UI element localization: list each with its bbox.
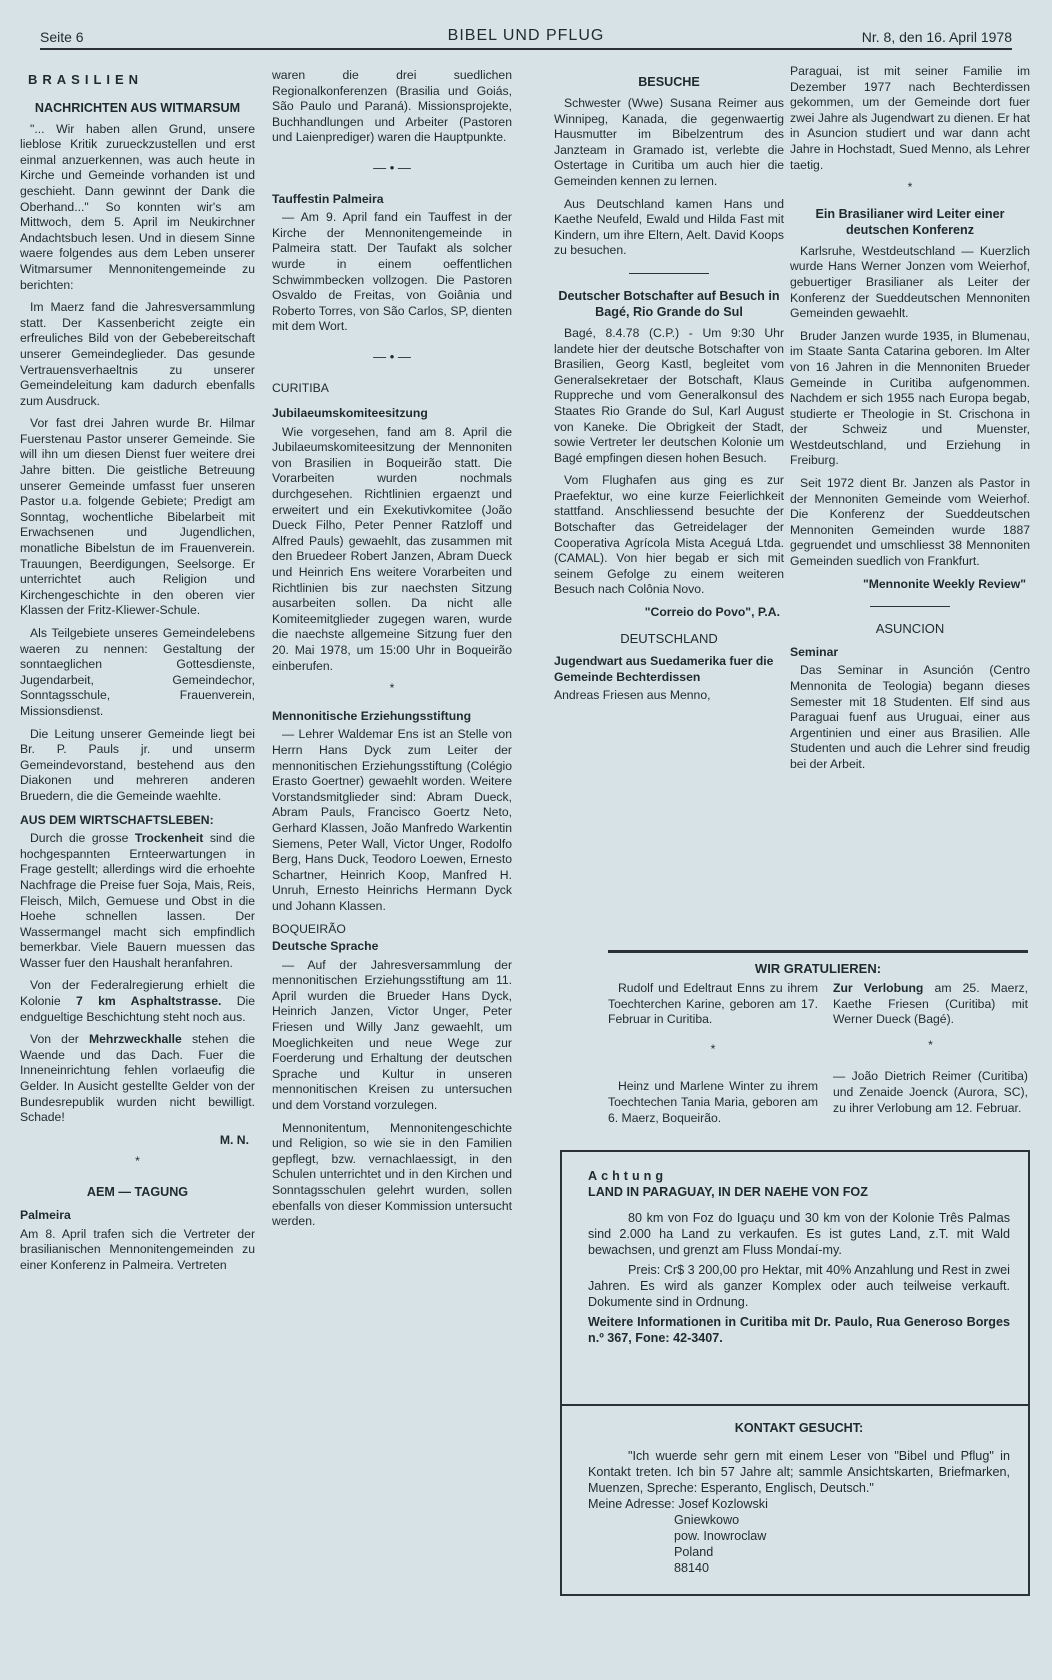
separator-star: * — [907, 180, 913, 195]
section-brasilien: BRASILIEN — [28, 72, 144, 87]
paragraph: 80 km von Foz do Iguaçu und 30 km von der Kolonie Três Palmas sind 2.000 ha Land zu verkaufen. Es ist gutes Land, z.T. mit Wald bewachsen, und grenzt am Fluss Mondaí-my. — [588, 1211, 1010, 1257]
paragraph: Mennonitentum, Mennonitengeschichte und Religion, so wie sie in den Familien gepflegt, bzw. vernachlaessigt, in den Schulen unterrichtet und in den Kirchen und Sonntagsschulen gelehrt wurden, sollen ebenfalls von dieser Kommission untersucht werden. — [272, 1120, 512, 1229]
divider-rule — [870, 606, 950, 607]
subheading-wirtschaftsleben: AUS DEM WIRTSCHAFTSLEBEN: — [20, 812, 214, 827]
place-curitiba: CURITIBA — [272, 380, 329, 395]
source-credit: "Correio do Povo", P.A. — [644, 605, 780, 620]
source-credit: "Mennonite Weekly Review" — [862, 576, 1026, 591]
paragraph: Rudolf und Edeltraut Enns zu ihrem Toechterchen Karine, geboren am 17. Februar in Curitiba. — [608, 981, 818, 1027]
place-boqueirao: BOQUEIRÃO — [272, 921, 346, 936]
ad-kontakt — [588, 1420, 1010, 1576]
address-line: Gniewkowo — [674, 1513, 740, 1527]
ad-land-paraguay — [588, 1168, 1010, 1350]
subheading-palmeira: Palmeira — [20, 1208, 71, 1222]
paragraph: Bruder Janzen wurde 1935, in Blumenau, im Staate Santa Catarina geboren. Im Alter von 16 Jahren in die Mennoniten Brueder Gemeinde in Curitiba aufgenommen. Nachdem er sich 1955 nach Europa begab, studierte er Theologie in St. Crischona in der Schweiz und Muenster, Westdeutschland, und Erziehung in Freiburg. — [790, 328, 1030, 468]
headline-jubilaeum: Jubilaeumskomiteesitzung — [272, 406, 428, 421]
wir-gratulieren-section — [608, 950, 1029, 1125]
paragraph: Zur Verlobung am 25. Maerz, Kaethe Friesen (Curitiba) mit Werner Dueck (Bagé). — [833, 981, 1029, 1027]
paragraph: Heinz und Marlene Winter zu ihrem Toechtechen Tania Maria, geboren am 6. Maerz, Boqueirão. — [608, 1079, 818, 1125]
box-divider — [562, 1404, 1028, 1406]
paragraph: Andreas Friesen aus Menno, — [554, 688, 711, 703]
paragraph: Durch die grosse Trockenheit sind die hochgespannten Ernteerwartungen in Frage gestellt; allerdings wird die erhoehte Nachfrage die Preise fuer Soja, Mais, Reis, Fleisch, Milch, Gemuese und Obst in die Hoehe schnellen lassen. Der Wassermangel macht sich empfindlich bemerkbar. Viele Bauern muessen das Wasser fuer den Haushalt heranfahren. — [20, 831, 255, 970]
paragraph: — Auf der Jahresversammlung der mennonitischen Erziehungsstiftung am 11. April wurden die Brueder Hans Dyck, Heinrich Janzen, Victor Unger, Peter Friesen und Willy Janz gewaehlt, um Moeglichkeiten und neue Wege zur Foerderung und Erhaltung der deutschen Sprache und Kultur in unseren mennonitischen Kreisen zu untersuchen und dem Vorstand vorzulegen. — [272, 957, 512, 1113]
paragraph: Im Maerz fand die Jahresversammlung statt. Der Kassenbericht zeigte ein erfreuliches Bild von der Gebebereitschaft unserer Gemeindeglieder. Das gesunde Vertrauensverhaeltnis zu unserer Gemeindeleitung kam dadurch ebenfalls zum Ausdruck. — [20, 300, 255, 408]
headline-seminar: Seminar — [790, 644, 839, 659]
column-1 — [20, 68, 255, 1280]
headline-tauffest: Tauffestin Palmeira — [272, 191, 384, 206]
address-line: pow. Inowroclaw — [674, 1529, 767, 1543]
separator-star: * — [135, 1154, 140, 1169]
address-name: Josef Kozlowski — [678, 1497, 768, 1511]
paragraph: Die Leitung unserer Gemeinde liegt bei Br. P. Pauls jr. und unserm Gemeindevorstand, bestehend aus den Diakonen und mehreren anderen Bruedern, die die Gemeinde waehlte. — [20, 726, 255, 803]
separator: — • — — [373, 348, 411, 364]
headline-deutsche-sprache: Deutsche Sprache — [272, 939, 379, 954]
paragraph: Paraguai, ist mit seiner Familie im Dezember 1977 nach Bechterdissen gekommen, um der Gemeinde dort fuer zwei Jahre als Jugendwart zu dienen. Er hat in Asuncion studiert und war dann acht Jahre in Hochstadt, Sued Menno, als Lehrer taetig. — [790, 64, 1030, 172]
congrats-left — [608, 981, 818, 1133]
kontakt-quote: "Ich wuerde sehr gern mit einem Leser von "Bibel und Pflug" in Kontakt treten. Ich bin 57 Jahre alt; sammle Ansichtskarten, Briefmarken, Muenzen, Spreche: Esperanto, Englisch, Deutsch." — [588, 1449, 1010, 1495]
congrats-right — [833, 981, 1028, 1123]
paragraph: Wie vorgesehen, fand am 8. April die Jubilaeumskomiteesitzung der Mennoniten von Brasilien in Boqueirão statt. Die Vorarbeiten wurden nochmals durchgesehen. Richtlinien ergaenzt und erweitert und ein Exekutivkomitee (João Dueck Filho, Peter Penner Ratzloff und Alfred Pauls) gewaehlt, das zusammen mit den Bruedeer Robert Janzen, Abram Dueck und Heinrich Ens weitere Vorarbeiten und Richtlinien bis zur naechsten Sitzung ausarbeiten sollen. Da nicht alle Komiteemitglieder zugegen waren, wurde die naechste allgemeine Sitzung fuer den 20. Mai 1978, um 15:00 Uhr in Boqueirão einberufen. — [272, 424, 512, 673]
paragraph: Das Seminar in Asunción (Centro Mennonita de Teologia) begann dieses Semester mit 18 Studenten. Elf sind aus Paraguai fuenf aus Uruguai, einer aus Argentinien und einer aus Brasilien. Alle Studenten und auch die Lehrer sind freudig bei der Arbeit. — [790, 663, 1030, 771]
paragraph: Karlsruhe, Westdeutschland — Kuerzlich wurde Hans Werner Jonzen vom Weierhof, gebuertiger Brasilianer als Leiter der Konferenz der Sueddeutschen Mennoniten Gemeinden gewaehlt. — [790, 243, 1030, 321]
column-3 — [554, 68, 784, 711]
page-header — [40, 22, 1012, 50]
headline-brasilianer: Ein Brasilianer wird Leiter einer deutschen Konferenz — [815, 206, 1005, 237]
headline-witmarsum: NACHRICHTEN AUS WITMARSUM — [34, 100, 241, 115]
masthead-title: BIBEL UND PFLUG — [447, 27, 605, 44]
paragraph: Von der Mehrzweckhalle stehen die Waende und das Dach. Fuer die Inneneinrichtung fehlen vorlaeufig die Gelder. In Ausicht gestellte Gelder von der Bundesrepublik wurden nicht bewilligt. Schade! — [20, 1032, 255, 1125]
column-4 — [790, 64, 1030, 780]
headline-besuche: BESUCHE — [638, 75, 700, 89]
paragraph: Vor fast drei Jahren wurde Br. Hilmar Fuerstenau Pastor unserer Gemeinde. Sie will ihn um diesen Dienst fuer weitere drei Jahre bitten. Die geistliche Betreuung unserer Gemeinde umfasst fuer unseren Pastor u.a. folgende Gebiete; Predigt am Sonntag, wochentliche Bibelarbeit mit Erwachsenen und Jugendlichen, monatliche Bibelstun de im Frauenverein. Trauungen, Beerdigungen, Seelsorge. Er unterrichtet auch Religion und Kirchengeschichte in den oberen vier Klassen der Fritz-Kliewer-Schule. — [20, 416, 255, 618]
issue-date: Nr. 8, den 16. April 1978 — [861, 29, 1012, 45]
headline-botschafter: Deutscher Botschafter auf Besuch in Bagé, Rio Grande do Sul — [558, 288, 780, 319]
paragraph: Von der Federalregierung erhielt die Kolonie 7 km Asphaltstrasse. Die endgueltige Beschichtung steht noch aus. — [20, 978, 255, 1024]
place-asuncion: ASUNCION — [875, 621, 945, 637]
separator-star: * — [928, 1037, 933, 1052]
paragraph: waren die drei suedlichen Regionalkonferenzen (Brasilia und Goiás, São Paulo und Paraná). Missionsprojekte, Buchhandlungen und Arbeiter (Pastoren und Laienprediger) waren die Hauptpunkte. — [272, 68, 512, 145]
paragraph: Bagé, 8.4.78 (C.P.) - Um 9:30 Uhr landete hier der deutsche Botschafter von Brasilien, Georg Kastl, begleitet vom Generalsekretaer der Botschaft, Klaus Ruppreche und vom Generalkonsul des Staates Rio Grande do Sul, Karl August von Kaneke. Die Obrigkeit der Stadt, sowie Vertreter ler deutschen Kolonie um Bagé empfingen diesen hohen Besuch. — [554, 325, 784, 465]
ad-achtung-label: Achtung — [588, 1169, 668, 1183]
paragraph: — Lehrer Waldemar Ens ist an Stelle von Herrn Hans Dyck zum Leiter der mennonitischen Erziehungsstiftung (Colégio Erasto Goertner) gewaehlt worden. Weitere Vorstandsmitglieder sind: Abram Dueck, Abram Pauls, Francisco Goertz Neto, Gerhard Klassen, João Manfredo Warkentin Siemens, Peter Wall, Victor Unger, Rodolfo Berg, Hans Duck, Teodoro Loewen, Ernesto Schartner, Heinrich Koop, Manfred H. Unruh, Ernesto Heinrichs Hermann Dyck und Johann Klassen. — [272, 727, 512, 913]
address-line: Poland — [674, 1545, 714, 1559]
place-deutschland: DEUTSCHLAND — [620, 630, 718, 646]
kontakt-title: KONTAKT GESUCHT: — [734, 1421, 864, 1435]
paragraph: Vom Flughafen aus ging es zur Praefektur, wo eine kurze Feierlichkeit stattfand. Anschliessend besuchte der Botschafter das Getreidelager der Cooperativa Agrícola Mista Aceguá Ltda. (CAMAL). Von hier begab er sich mit seinem Gefolge zu einem weiteren Besuch nach Colônia Novo. — [554, 473, 784, 597]
separator-star: * — [389, 681, 395, 696]
headline-aem-tagung: AEM — TAGUNG — [86, 1185, 189, 1199]
paragraph: Weitere Informationen in Curitiba mit Dr. Paulo, Rua Generoso Borges n.º 367, Fone: 42-3407. — [588, 1315, 1010, 1345]
page-number: Seite 6 — [40, 29, 84, 45]
paragraph: Preis: Cr$ 3 200,00 pro Hektar, mit 40% Anzahlung und Rest in zwei Jahren. Es wird als ganzer Komplex oder auch teilweise verkauft. Dokumente sind in Ordnung. — [588, 1263, 1010, 1309]
ad-title: LAND IN PARAGUAY, IN DER NAEHE VON FOZ — [588, 1185, 868, 1199]
paragraph: Als Teilgebiete unseres Gemeindelebens waeren zu nennen: Gestaltung der sonntaeglichen Gottesdienste, Jugendarbeit, Gemeindechor, Sonntagsschule, Frauenverein, Missionsdienst. — [20, 626, 255, 718]
paragraph: — João Dietrich Reimer (Curitiba) und Zenaide Joenck (Aurora, SC), zu ihrer Verlobung am 12. Februar. — [833, 1069, 1028, 1115]
paragraph: Seit 1972 dient Br. Janzen als Pastor in der Mennoniten Gemeinde vom Weierhof. Die Konferenz der Sueddeutschen Mennoniten Gemeinden wurde 1887 gegruendet und umschliesst 38 Mennoniten Gemeinden suedlich von Frankfurt. — [790, 476, 1030, 569]
divider-rule — [629, 273, 709, 274]
separator-star: * — [710, 1041, 716, 1056]
classified-box — [560, 1150, 1030, 1596]
paragraph: Schwester (Wwe) Susana Reimer aus Winnipeg, Kanada, die gegenwaertig Hausmutter im Bibelzentrum des Janzteam in Gramado ist, verlebte die Ostertage in Curitiba um auch hier die Gemeinden kennen zu lernen. — [554, 96, 784, 188]
kontakt-address — [588, 1496, 1010, 1576]
paragraph: — Am 9. April fand ein Tauffest in der Kirche der Mennonitengemeinde in Palmeira statt. Der Taufakt als solcher wurde in einem oeffentlichen Schwimmbecken vollzogen. Die Pastoren Osvaldo de Freitas, von Goiânia und Roberto Torres, von São Carlos, SP, dienten mit dem Wort. — [272, 210, 512, 334]
paragraph: Aus Deutschland kamen Hans und Kaethe Neufeld, Ewald und Hilda Fast mit Kindern, um ihre Eltern, Aelt. David Koops zu besuchen. — [554, 196, 784, 258]
paragraph: "... Wir haben allen Grund, unsere lieblose Kritik zurueckzustellen und erst einmal anzuerkennen, was auch heute in Kirche und Gemeinde vorhanden ist und geschieht. Dann gewinnt der Dank die Oberhand..." So konnten wir's am Mittwoch, dem 5. April im Neukirchner Andachtsbuch lesen. Und in diesem Sinne waere folgendes aus dem Leben unserer Witmarsumer Mennonitengemeinde zu berichten: — [20, 121, 255, 292]
address-label: Meine Adresse: — [588, 1497, 679, 1511]
headline-jugendwart: Jugendwart aus Suedamerika fuer die Gemeinde Bechterdissen — [554, 654, 774, 684]
wir-gratulieren-title: WIR GRATULIEREN: — [754, 961, 882, 976]
author-signature: M. N. — [219, 1132, 249, 1147]
column-2 — [272, 68, 512, 1237]
headline-erziehungsstiftung: Mennonitische Erziehungsstiftung — [272, 708, 472, 723]
separator: — • — — [373, 159, 411, 175]
paragraph: Am 8. April trafen sich die Vertreter der brasilianischen Mennonitengemeinden zu einer Konferenz in Palmeira. Vertreten — [20, 1226, 255, 1272]
address-line: 88140 — [674, 1561, 710, 1575]
